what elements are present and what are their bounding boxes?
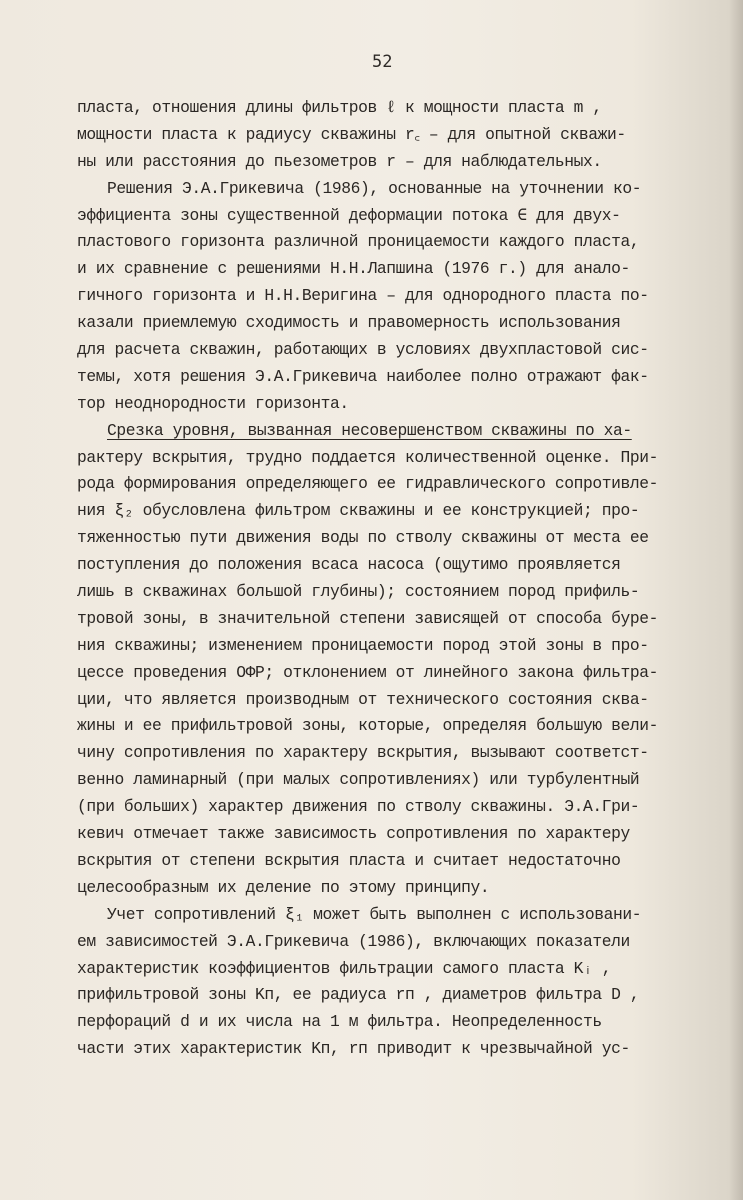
text-line: (при больших) характер движения по стволу скважины. Э.А.Гри- (77, 797, 640, 817)
text-line: части этих характеристик Kп, rп приводит к чрезвычайной ус- (77, 1039, 630, 1059)
text-line: эффициента зоны существенной деформации потока ∈ для двух- (77, 205, 621, 225)
text-line: ем зависимостей Э.А.Грикевича (1986), включающих показатели (77, 931, 630, 951)
text-line: вскрытия от степени вскрытия пласта и считает недостаточно (77, 850, 621, 870)
text-line: ния скважины; изменением проницаемости пород этой зоны в про- (77, 635, 649, 655)
text-line: ны или расстояния до пьезометров r – для наблюдательных. (77, 151, 602, 171)
text-line: тровой зоны, в значительной степени зависящей от способа буре- (77, 608, 658, 628)
text-line: гичного горизонта и Н.Н.Веригина – для однородного пласта по- (77, 286, 649, 306)
text-line: рактеру вскрытия, трудно поддается количественной оценке. При- (77, 447, 658, 467)
text-line: рода формирования определяющего ее гидравлического сопротивле- (77, 474, 658, 494)
text-line: для расчета скважин, работающих в условиях двухпластовой сис- (77, 340, 649, 360)
text-line: тяженностью пути движения воды по стволу скважины от места ее (77, 528, 649, 548)
page-edge-shadow (729, 0, 743, 1200)
text-line: пластового горизонта различной проницаемости каждого пласта, (77, 232, 640, 252)
page-number: 52 (372, 52, 393, 72)
text-line: мощности пласта к радиусу скважины r꜀ – для опытной скважи- (77, 124, 626, 144)
body-text (77, 95, 727, 1063)
text-line: венно ламинарный (при малых сопротивлениях) или турбулентный (77, 770, 640, 790)
text-line: цессе проведения ОФР; отклонением от линейного закона фильтра- (77, 662, 658, 682)
text-line: характеристик коэффициентов фильтрации самого пласта Kᵢ , (77, 958, 612, 978)
text-line: Учет сопротивлений ξ₁ может быть выполнен с использовани- (107, 904, 642, 924)
text-line: целесообразным их деление по этому принципу. (77, 877, 490, 897)
text-line: прифильтровой зоны Kп, ее радиуса rп , диаметров фильтра D , (77, 985, 640, 1005)
paragraph (77, 418, 727, 902)
text-line: казали приемлемую сходимость и правомерность использования (77, 313, 621, 333)
paragraph (77, 902, 727, 1063)
text-line: перфораций d и их числа на 1 м фильтра. Неопределенность (77, 1012, 602, 1032)
paragraph (77, 95, 727, 176)
text-line: чину сопротивления по характеру вскрытия, вызывают соответст- (77, 743, 649, 763)
text-line: жины и ее прифильтровой зоны, которые, определяя большую вели- (77, 716, 658, 736)
underlined-text-line: Срезка уровня, вызванная несовершенством скважины по ха- (107, 420, 632, 440)
text-line: Решения Э.А.Грикевича (1986), основанные на уточнении ко- (107, 178, 642, 198)
text-line: темы, хотя решения Э.А.Грикевича наиболее полно отражают фак- (77, 366, 649, 386)
text-line: ния ξ₂ обусловлена фильтром скважины и ее конструкцией; про- (77, 501, 640, 521)
text-line: и их сравнение с решениями Н.Н.Лапшина (1976 г.) для анало- (77, 259, 630, 279)
text-line: тор неоднородности горизонта. (77, 393, 349, 413)
text-line: кевич отмечает также зависимость сопротивления по характеру (77, 824, 630, 844)
text-line: ции, что является производным от технического состояния сква- (77, 689, 649, 709)
text-line: пласта, отношения длины фильтров ℓ к мощности пласта m , (77, 98, 602, 117)
text-line: поступления до положения всаса насоса (ощутимо проявляется (77, 555, 621, 575)
paragraph (77, 176, 727, 418)
text-line: лишь в скважинах большой глубины); состоянием пород прифиль- (77, 582, 640, 602)
